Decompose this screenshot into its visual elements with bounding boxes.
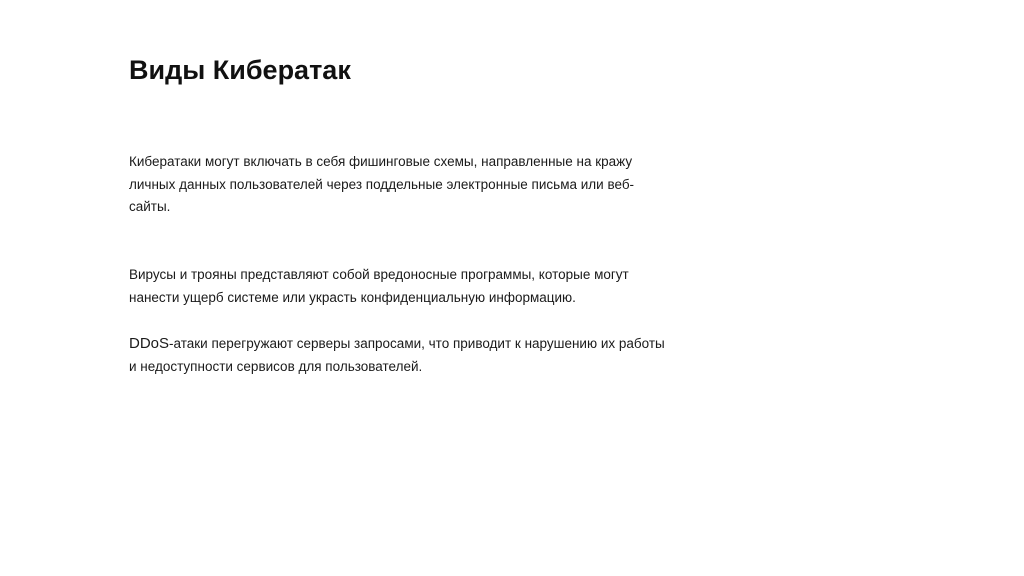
- paragraph-viruses: Вирусы и трояны представляют собой вредоносные программы, которые могут нанести ущерб системе или украсть конфиденциальную информацию.: [129, 267, 629, 305]
- slide-title: Виды Кибератак: [129, 55, 351, 85]
- ddos-text: -атаки перегружают серверы запросами, что приводит к нарушению их работы и недоступности сервисов для пользователей.: [129, 336, 665, 374]
- paragraph-phishing: Кибератаки могут включать в себя фишинговые схемы, направленные на кражу личных данных пользователей через поддельные электронные письма или веб-сайты.: [129, 154, 635, 214]
- paragraph-ddos: [129, 333, 669, 378]
- ddos-prefix: DDoS: [129, 335, 170, 352]
